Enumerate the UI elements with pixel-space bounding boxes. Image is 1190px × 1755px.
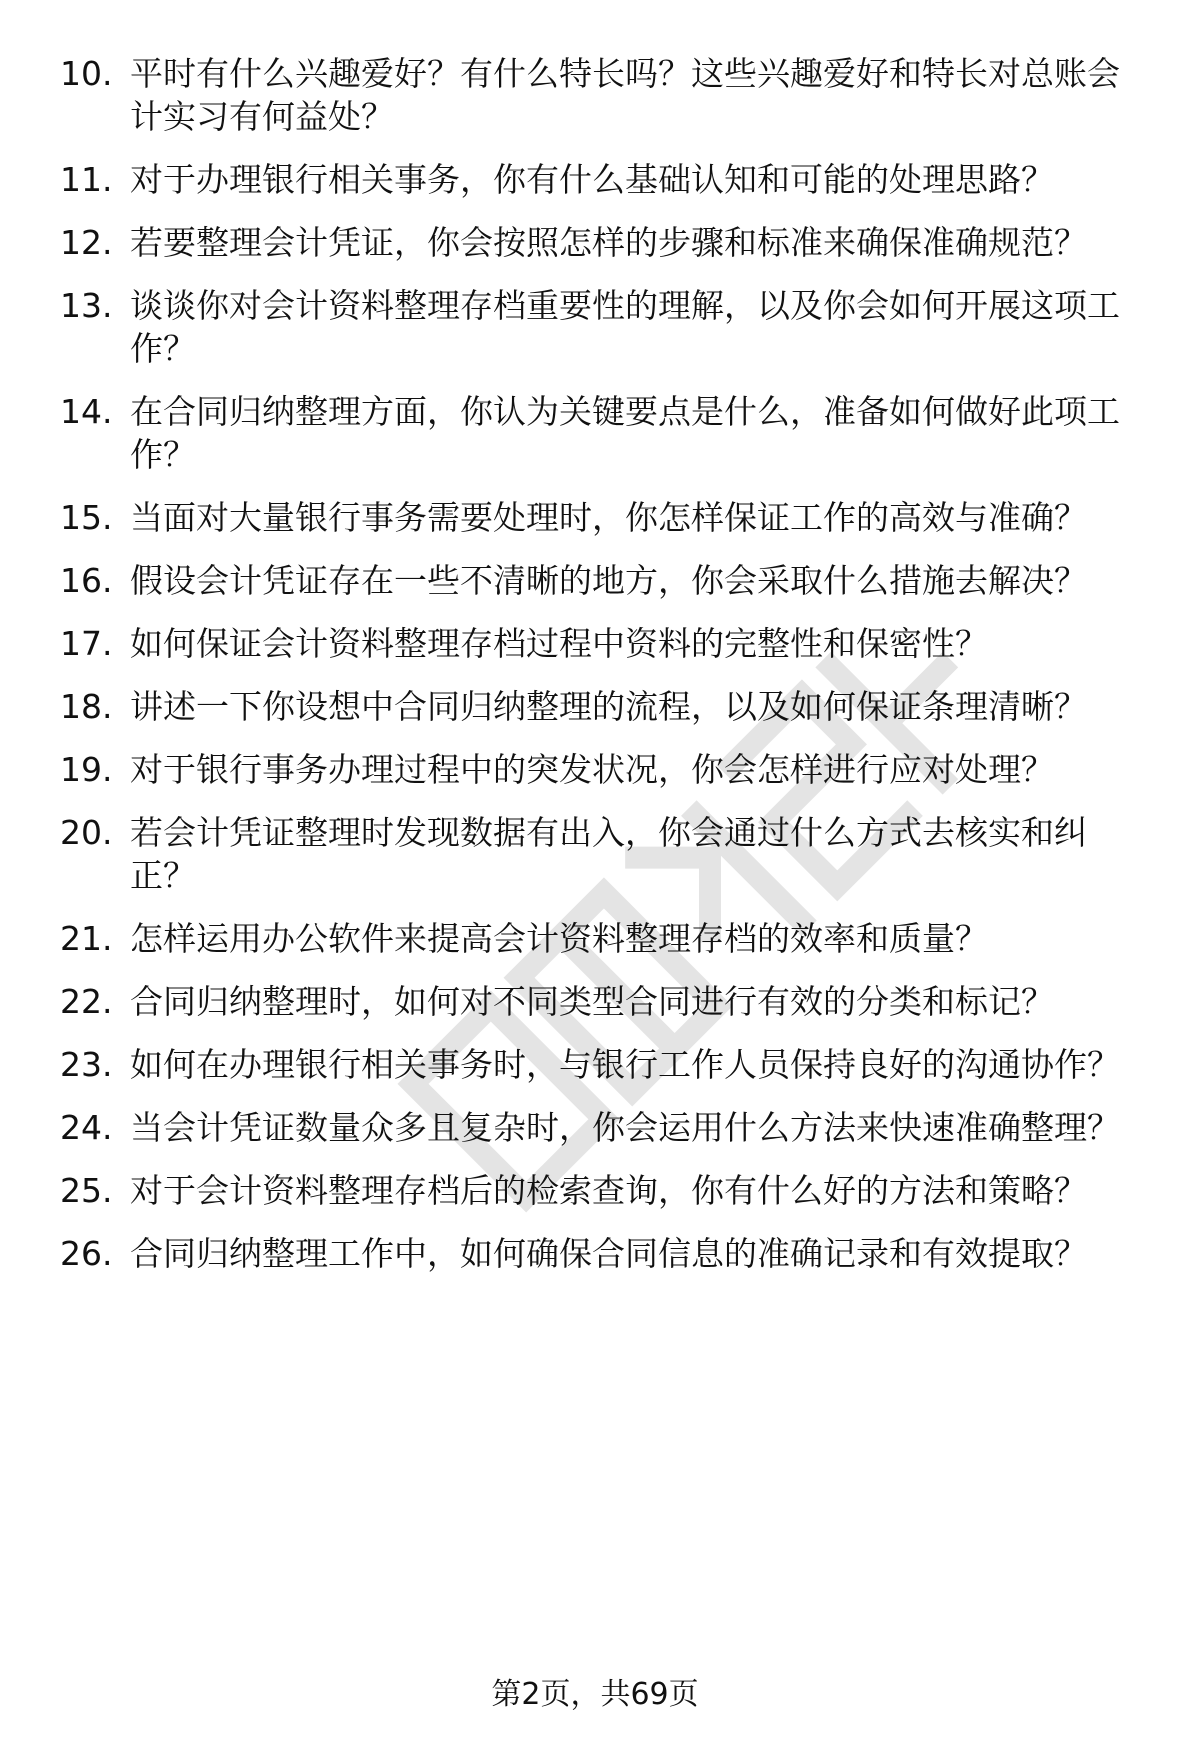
question-item [60, 559, 1145, 602]
question-item [60, 811, 1145, 897]
question-text: 谈谈你对会计资料整理存档重要性的理解，以及你会如何开展这项工作？ [130, 286, 1120, 368]
question-text: 当会计凭证数量众多且复杂时，你会运用什么方法来快速准确整理？ [130, 1108, 1120, 1147]
question-number: 26. [60, 1234, 113, 1273]
question-number: 21. [60, 919, 113, 958]
question-number: 18. [60, 687, 113, 726]
page-indicator: 第2页，共69页 [491, 1677, 699, 1712]
question-number: 24. [60, 1108, 113, 1147]
question-text: 在合同归纳整理方面，你认为关键要点是什么，准备如何做好此项工作？ [130, 392, 1120, 474]
question-item [60, 496, 1145, 539]
question-text: 合同归纳整理工作中，如何确保合同信息的准确记录和有效提取？ [130, 1234, 1087, 1273]
question-text: 合同归纳整理时，如何对不同类型合同进行有效的分类和标记？ [130, 982, 1054, 1021]
question-text: 如何保证会计资料整理存档过程中资料的完整性和保密性？ [130, 624, 988, 663]
question-item [60, 1106, 1145, 1149]
question-text: 如何在办理银行相关事务时，与银行工作人员保持良好的沟通协作？ [130, 1045, 1120, 1084]
question-number: 10. [60, 54, 113, 93]
question-text: 当面对大量银行事务需要处理时，你怎样保证工作的高效与准确？ [130, 498, 1087, 537]
question-item [60, 980, 1145, 1023]
question-number: 15. [60, 498, 113, 537]
question-item [60, 748, 1145, 791]
question-item [60, 622, 1145, 665]
question-text: 对于办理银行相关事务，你有什么基础认知和可能的处理思路？ [130, 160, 1054, 199]
question-text: 假设会计凭证存在一些不清晰的地方，你会采取什么措施去解决？ [130, 561, 1087, 600]
question-item [60, 221, 1145, 264]
question-item [60, 390, 1145, 476]
question-text: 平时有什么兴趣爱好？有什么特长吗？这些兴趣爱好和特长对总账会计实习有何益处？ [130, 54, 1120, 136]
question-number: 17. [60, 624, 113, 663]
question-text: 若要整理会计凭证，你会按照怎样的步骤和标准来确保准确规范？ [130, 223, 1087, 262]
question-item [60, 685, 1145, 728]
question-number: 12. [60, 223, 113, 262]
question-number: 25. [60, 1171, 113, 1210]
question-text: 讲述一下你设想中合同归纳整理的流程，以及如何保证条理清晰？ [130, 687, 1087, 726]
question-number: 16. [60, 561, 113, 600]
question-number: 20. [60, 813, 113, 852]
question-number: 19. [60, 750, 113, 789]
question-text: 对于银行事务办理过程中的突发状况，你会怎样进行应对处理？ [130, 750, 1054, 789]
question-item [60, 917, 1145, 960]
question-item [60, 1043, 1145, 1086]
question-number: 22. [60, 982, 113, 1021]
question-item [60, 158, 1145, 201]
question-text: 对于会计资料整理存档后的检索查询，你有什么好的方法和策略？ [130, 1171, 1087, 1210]
question-number: 13. [60, 286, 113, 325]
question-text: 若会计凭证整理时发现数据有出入，你会通过什么方式去核实和纠正？ [130, 813, 1087, 895]
question-item [60, 284, 1145, 370]
question-text: 怎样运用办公软件来提高会计资料整理存档的效率和质量？ [130, 919, 988, 958]
question-item [60, 1169, 1145, 1212]
question-number: 14. [60, 392, 113, 431]
question-number: 23. [60, 1045, 113, 1084]
question-number: 11. [60, 160, 113, 199]
question-list [60, 52, 1145, 1295]
question-item [60, 1232, 1145, 1275]
question-item [60, 52, 1145, 138]
